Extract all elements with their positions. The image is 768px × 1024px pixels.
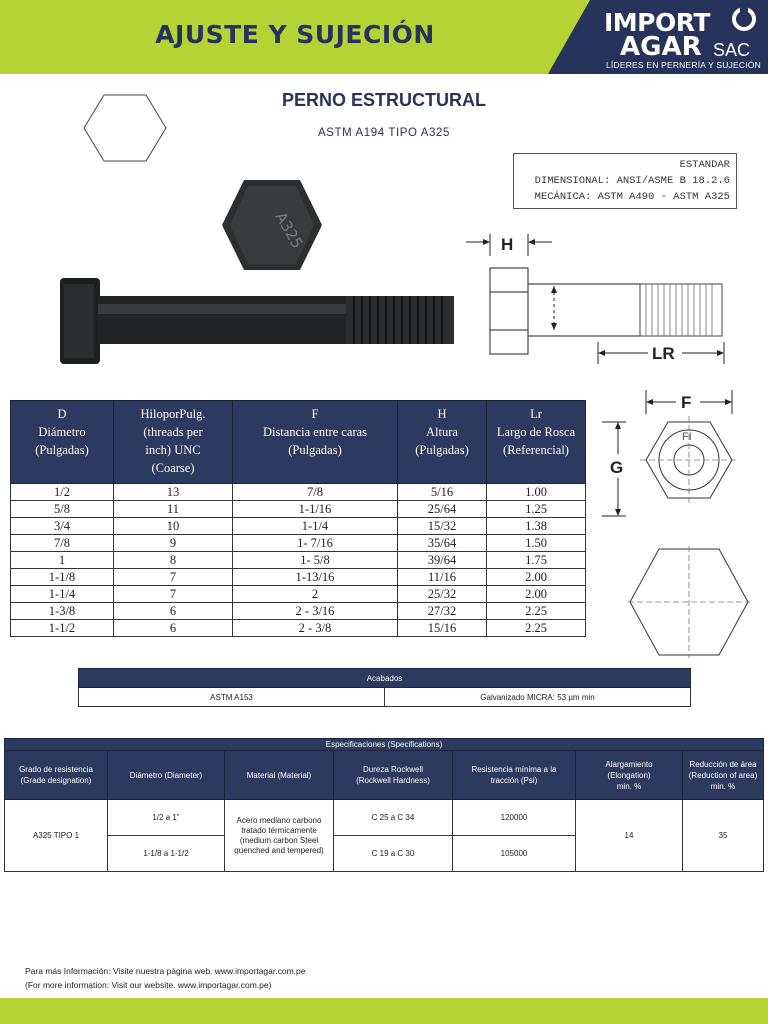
header-line: Distancia entre caras bbox=[262, 425, 368, 439]
col-header-reduction bbox=[683, 751, 764, 800]
spec-material: Acero mediano carbono tratado térmicamente (medium carbon Steel quenched and tempered) bbox=[225, 800, 334, 872]
head-marking-text: A325 bbox=[271, 209, 307, 252]
table-row bbox=[11, 535, 586, 552]
cell-diameter: 5/8 bbox=[11, 501, 114, 518]
logo-import-text: IMPORT bbox=[604, 8, 710, 37]
col-header-diameter bbox=[11, 401, 114, 484]
header-line: (Pulgadas) bbox=[415, 443, 469, 457]
table-row bbox=[11, 484, 586, 501]
logo-agar-text: AGAR bbox=[620, 32, 702, 62]
cell-thread-length: 2.00 bbox=[487, 569, 586, 586]
table-row bbox=[11, 620, 586, 637]
cell-threads: 11 bbox=[114, 501, 233, 518]
cell-threads: 8 bbox=[114, 552, 233, 569]
product-subtitle: ASTM A194 TIPO A325 bbox=[317, 127, 450, 139]
spec-hardness-2: C 19 a C 30 bbox=[334, 836, 453, 872]
cell-thread-length: 1.00 bbox=[487, 484, 586, 501]
cell-height: 35/64 bbox=[398, 535, 487, 552]
header-line: Largo de Rosca bbox=[496, 425, 576, 439]
col-header-spec-diameter bbox=[108, 751, 225, 800]
footer-info-en: (For more information: Visit our website. www.importagar.com.pe) bbox=[25, 980, 272, 990]
spec-tensile-1: 120000 bbox=[453, 800, 576, 836]
dim-label-lr: LR bbox=[652, 344, 675, 363]
cell-height: 15/16 bbox=[398, 620, 487, 637]
header-line: (Reduction of area) bbox=[688, 770, 758, 780]
col-header-thread-length bbox=[487, 401, 586, 484]
spec-diameter-2: 1-1/8 a 1-1/2 bbox=[108, 836, 225, 872]
finishes-standard: ASTM A153 bbox=[79, 688, 385, 707]
spec-tensile-2: 105000 bbox=[453, 836, 576, 872]
cell-thread-length: 2.25 bbox=[487, 603, 586, 620]
hexagon-bottom-icon bbox=[628, 546, 750, 658]
bolt-side-photo bbox=[58, 274, 460, 366]
finishes-galvanized: Galvanizado MICRA: 53 µm min bbox=[385, 688, 691, 707]
cell-across-flats: 2 - 3/16 bbox=[233, 603, 398, 620]
cell-threads: 7 bbox=[114, 569, 233, 586]
col-header-material bbox=[225, 751, 334, 800]
cell-height: 11/16 bbox=[398, 569, 487, 586]
logo-tagline: LÍDERES EN PERNERÍA Y SUJECIÓN bbox=[606, 60, 761, 70]
header-line: Lr bbox=[530, 407, 542, 421]
header-line: (threads per bbox=[143, 425, 203, 439]
header-line: HiloporPulg. bbox=[140, 407, 206, 421]
finishes-title: Acabados bbox=[79, 669, 691, 688]
col-header-elongation bbox=[576, 751, 683, 800]
cell-threads: 9 bbox=[114, 535, 233, 552]
cell-thread-length: 1.50 bbox=[487, 535, 586, 552]
cell-diameter: 1 bbox=[11, 552, 114, 569]
header-line: (Referencial) bbox=[503, 443, 569, 457]
cell-thread-length: 1.38 bbox=[487, 518, 586, 535]
wrench-logo-icon bbox=[731, 6, 757, 32]
product-title: PERNO ESTRUCTURAL bbox=[281, 90, 486, 110]
header-line: Material (Material) bbox=[246, 770, 312, 780]
dim-label-f: F bbox=[681, 393, 692, 412]
header-line: (Elongation) bbox=[607, 770, 651, 780]
header-line: Dureza Rockwell bbox=[362, 765, 424, 774]
finishes-table bbox=[78, 668, 691, 707]
cell-across-flats: 1- 5/8 bbox=[233, 552, 398, 569]
dim-label-h: H bbox=[501, 235, 514, 254]
header-line: (Pulgadas) bbox=[288, 443, 342, 457]
cell-threads: 10 bbox=[114, 518, 233, 535]
page-header-title: AJUSTE Y SUJECIÓN bbox=[155, 20, 435, 49]
specs-title: Especificaciones (Specifications) bbox=[5, 739, 764, 751]
table-row bbox=[11, 586, 586, 603]
cell-height: 15/32 bbox=[398, 518, 487, 535]
cell-across-flats: 1-1/4 bbox=[233, 518, 398, 535]
header-line: (Rockwell Hardness) bbox=[356, 776, 430, 785]
table-row bbox=[11, 552, 586, 569]
standards-line3: MECÁNICA: ASTM A490 - ASTM A325 bbox=[534, 191, 730, 203]
cell-height: 39/64 bbox=[398, 552, 487, 569]
header-line: Diámetro bbox=[38, 425, 86, 439]
cell-thread-length: 1.25 bbox=[487, 501, 586, 518]
table-row bbox=[11, 569, 586, 586]
cell-height: 5/16 bbox=[398, 484, 487, 501]
spec-diameter-1: 1/2 a 1" bbox=[108, 800, 225, 836]
col-header-threads bbox=[114, 401, 233, 484]
hexagon-outline-icon bbox=[82, 92, 168, 164]
header-line: (Grade designation) bbox=[20, 776, 92, 785]
col-header-tensile bbox=[453, 751, 576, 800]
header-line: tracción (Psi) bbox=[490, 776, 538, 785]
cell-threads: 7 bbox=[114, 586, 233, 603]
bolt-side-drawing bbox=[460, 226, 740, 366]
header-line: D bbox=[57, 407, 67, 421]
specs-header-row bbox=[5, 751, 764, 800]
header-line: Alargamiento bbox=[605, 759, 653, 769]
cell-diameter: 1/2 bbox=[11, 484, 114, 501]
standards-line1: ESTANDAR bbox=[679, 159, 730, 171]
table-row bbox=[11, 603, 586, 620]
cell-across-flats: 7/8 bbox=[233, 484, 398, 501]
standards-line2: DIMENSIONAL: ANSI/ASME B 18.2.6 bbox=[534, 175, 730, 187]
header-line: min. % bbox=[616, 781, 642, 791]
cell-across-flats: 1-13/16 bbox=[233, 569, 398, 586]
col-header-grade bbox=[5, 751, 108, 800]
cell-across-flats: 1-1/16 bbox=[233, 501, 398, 518]
cell-thread-length: 1.75 bbox=[487, 552, 586, 569]
header-line: Altura bbox=[426, 425, 458, 439]
cell-thread-length: 2.00 bbox=[487, 586, 586, 603]
col-header-across-flats bbox=[233, 401, 398, 484]
cell-threads: 6 bbox=[114, 620, 233, 637]
header-line: H bbox=[437, 407, 447, 421]
standards-box bbox=[513, 153, 737, 209]
dim-label-fi: FI bbox=[682, 431, 692, 443]
col-header-height bbox=[398, 401, 487, 484]
col-header-hardness bbox=[334, 751, 453, 800]
bolt-front-drawing bbox=[596, 384, 768, 532]
header-line: min. % bbox=[710, 781, 736, 791]
footer-band bbox=[0, 998, 768, 1024]
table-row bbox=[11, 501, 586, 518]
bolt-head-photo bbox=[218, 176, 324, 274]
cell-height: 27/32 bbox=[398, 603, 487, 620]
specs-row bbox=[5, 800, 764, 836]
header-line: Grado de resistencia bbox=[19, 765, 93, 774]
spec-elongation: 14 bbox=[576, 800, 683, 872]
spec-grade: A325 TIPO 1 bbox=[5, 800, 108, 872]
spec-hardness-1: C 25 a C 34 bbox=[334, 800, 453, 836]
cell-height: 25/32 bbox=[398, 586, 487, 603]
cell-diameter: 7/8 bbox=[11, 535, 114, 552]
cell-diameter: 1-3/8 bbox=[11, 603, 114, 620]
cell-thread-length: 2.25 bbox=[487, 620, 586, 637]
footer-info-es: Para más Información: Visite nuestra página web. www.importagar.com.pe bbox=[25, 966, 306, 976]
header-line: F bbox=[311, 407, 319, 421]
cell-diameter: 1-1/8 bbox=[11, 569, 114, 586]
header-line: Reducción de área bbox=[689, 759, 757, 769]
cell-diameter: 3/4 bbox=[11, 518, 114, 535]
cell-threads: 6 bbox=[114, 603, 233, 620]
cell-diameter: 1-1/2 bbox=[11, 620, 114, 637]
header-line: (Pulgadas) bbox=[35, 443, 89, 457]
cell-height: 25/64 bbox=[398, 501, 487, 518]
table-row bbox=[11, 518, 586, 535]
cell-threads: 13 bbox=[114, 484, 233, 501]
dimensions-table bbox=[10, 400, 586, 637]
spec-reduction: 35 bbox=[683, 800, 764, 872]
finishes-row bbox=[79, 688, 691, 707]
header-line: Resistencia mínima a la bbox=[471, 765, 557, 774]
specifications-table bbox=[4, 738, 764, 872]
dim-label-g: G bbox=[610, 458, 624, 477]
header-line: (Coarse) bbox=[151, 461, 195, 475]
cell-across-flats: 1- 7/16 bbox=[233, 535, 398, 552]
cell-diameter: 1-1/4 bbox=[11, 586, 114, 603]
header-line: Diámetro (Diameter) bbox=[129, 770, 203, 780]
logo-sac-text: SAC bbox=[713, 40, 751, 60]
dimensions-header-row bbox=[11, 401, 586, 484]
dimensions-table-body bbox=[11, 484, 586, 637]
cell-across-flats: 2 bbox=[233, 586, 398, 603]
cell-across-flats: 2 - 3/8 bbox=[233, 620, 398, 637]
header-line: inch) UNC bbox=[145, 443, 201, 457]
